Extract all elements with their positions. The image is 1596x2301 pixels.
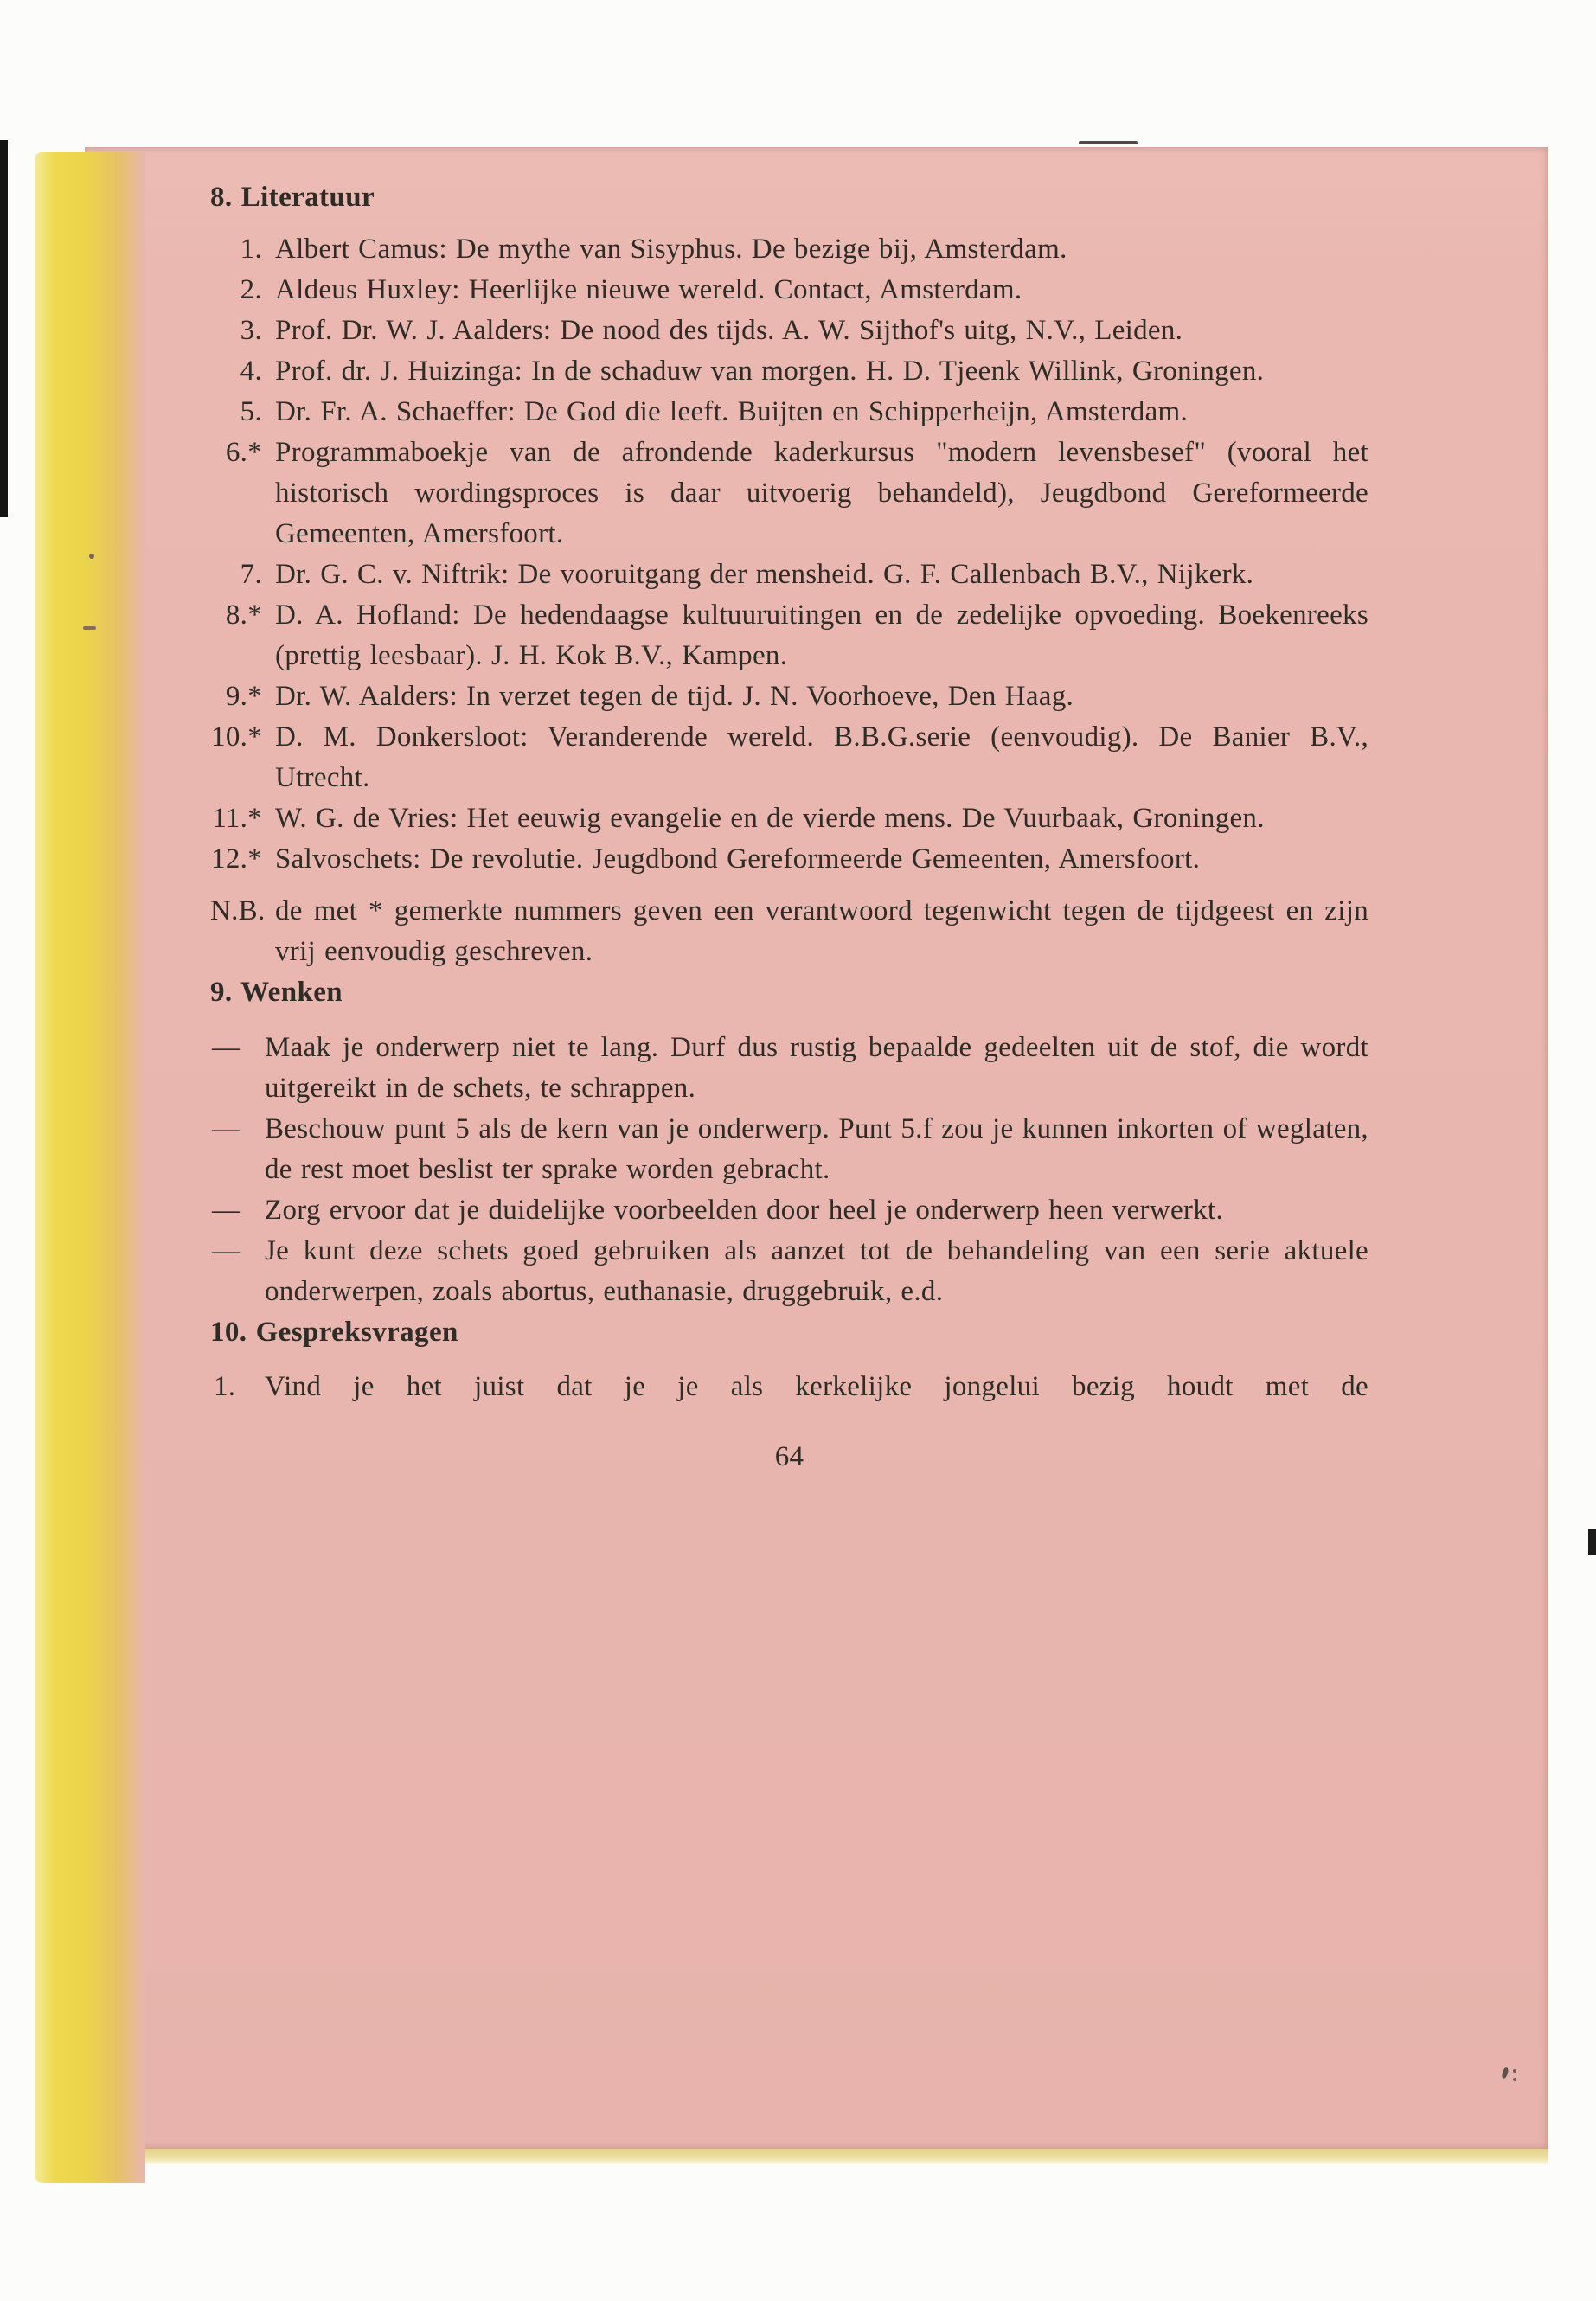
section-heading-literatuur: 8. Literatuur bbox=[210, 182, 375, 213]
dash-bullet: — bbox=[212, 1032, 241, 1063]
list-item bbox=[210, 433, 1368, 554]
list-item bbox=[210, 676, 1368, 717]
list-item-number: 10.* bbox=[211, 721, 262, 753]
list-item bbox=[210, 1231, 1368, 1312]
list-item-number: 11.* bbox=[212, 803, 262, 834]
list-item-number: 5. bbox=[240, 396, 262, 427]
list-item-number: 2. bbox=[240, 274, 262, 305]
dash-bullet: — bbox=[212, 1195, 241, 1226]
dash-bullet: — bbox=[212, 1235, 241, 1266]
wenken-list bbox=[210, 1028, 1368, 1312]
scan-binding-mark bbox=[0, 140, 8, 517]
list-item bbox=[210, 798, 1368, 839]
dash-bullet: — bbox=[212, 1113, 241, 1144]
list-item bbox=[210, 1190, 1368, 1231]
page-number: 64 bbox=[774, 1441, 804, 1472]
list-item bbox=[210, 229, 1368, 270]
literatuur-list bbox=[210, 229, 1368, 880]
list-item-text: W. G. de Vries: Het eeuwig evangelie en de vierde mens. De Vuurbaak, Groningen. bbox=[275, 803, 1265, 834]
scan-speck bbox=[89, 554, 94, 559]
list-item-number: 6.* bbox=[225, 437, 262, 468]
list-item bbox=[210, 392, 1368, 433]
nota-bene bbox=[210, 891, 1368, 972]
list-item-number: 8.* bbox=[225, 599, 262, 631]
list-item bbox=[210, 1028, 1368, 1109]
list-item bbox=[210, 554, 1368, 595]
list-item-text: Salvoschets: De revolutie. Jeugdbond Gereformeerde Gemeenten, Amersfoort. bbox=[275, 843, 1201, 875]
list-item bbox=[210, 351, 1368, 392]
list-item bbox=[210, 717, 1368, 798]
list-item-text: Je kunt deze schets goed gebruiken als aanzet tot de behandeling van een serie aktuele onderwerpen, zoals abortus, euthanasie, druggebruik, e.d. bbox=[265, 1235, 1368, 1307]
list-item-text: Zorg ervoor dat je duidelijke voorbeelden door heel je onderwerp heen verwerkt. bbox=[265, 1195, 1224, 1226]
list-item-text: Vind je het juist dat je je als kerkelijke jongelui bezig houdt met de bbox=[265, 1371, 1368, 1402]
list-item-number: 1. bbox=[214, 1371, 236, 1402]
list-item bbox=[210, 1367, 1368, 1407]
list-item-number: 7. bbox=[240, 559, 262, 590]
list-item-text: Beschouw punt 5 als de kern van je onderwerp. Punt 5.f zou je kunnen inkorten of weglaten, de rest moet beslist ter sprake worden gebracht. bbox=[265, 1113, 1368, 1185]
list-item bbox=[210, 595, 1368, 676]
list-item bbox=[210, 839, 1368, 880]
scan-top-edge-line bbox=[1079, 141, 1138, 144]
list-item-number: 3. bbox=[240, 315, 262, 346]
scan-speck bbox=[83, 626, 96, 630]
list-item-text: Dr. Fr. A. Schaeffer: De God die leeft. Buijten en Schipperheijn, Amsterdam. bbox=[275, 396, 1189, 427]
list-item-number: 4. bbox=[240, 356, 262, 387]
list-item-text: Dr. G. C. v. Niftrik: De vooruitgang der mensheid. G. F. Callenbach B.V., Nijkerk. bbox=[275, 559, 1254, 590]
section-heading-wenken: 9. Wenken bbox=[210, 977, 343, 1008]
section-heading-gespreksvragen: 10. Gespreksvragen bbox=[210, 1317, 458, 1348]
list-item-text: Programmaboekje van de afrondende kaderkursus "modern levensbesef" (vooral het historisch wordingsproces is daar uitvoerig behandeld), Jeugdbond Gereformeerde Gemeenten, Amersfoort. bbox=[275, 437, 1368, 549]
list-item-text: Prof. dr. J. Huizinga: In de schaduw van morgen. H. D. Tjeenk Willink, Groningen. bbox=[275, 356, 1265, 387]
list-item bbox=[210, 270, 1368, 311]
list-item bbox=[210, 311, 1368, 351]
scan-speck bbox=[1513, 2078, 1516, 2081]
list-item-text: D. A. Hofland: De hedendaagse kultuuruitingen en de zedelijke opvoeding. Boekenreeks (prettig leesbaar). J. H. Kok B.V., Kampen. bbox=[275, 599, 1368, 671]
list-item-text: Albert Camus: De mythe van Sisyphus. De bezige bij, Amsterdam. bbox=[275, 234, 1067, 265]
list-item-text: Maak je onderwerp niet te lang. Durf dus rustig bepaalde gedeelten uit de stof, die wordt uitgereikt in de schets, te schrappen. bbox=[265, 1032, 1368, 1104]
nota-bene-text: de met * gemerkte nummers geven een verantwoord tegenwicht tegen de tijdgeest en zijn vrij eenvoudig geschreven. bbox=[275, 895, 1368, 967]
list-item bbox=[210, 1109, 1368, 1190]
list-item-text: Aldeus Huxley: Heerlijke nieuwe wereld. Contact, Amsterdam. bbox=[275, 274, 1022, 305]
page-content bbox=[210, 177, 1368, 1477]
nota-bene-label: N.B. bbox=[210, 895, 266, 926]
list-item-text: D. M. Donkersloot: Veranderende wereld. B.B.G.serie (eenvoudig). De Banier B.V., Utrecht. bbox=[275, 721, 1368, 793]
list-item-text: Prof. Dr. W. J. Aalders: De nood des tijds. A. W. Sijthof's uitg, N.V., Leiden. bbox=[275, 315, 1183, 346]
scan-right-edge-mark bbox=[1588, 1529, 1596, 1555]
left-page-edges bbox=[35, 152, 145, 2183]
list-item-number: 9.* bbox=[225, 681, 262, 712]
list-item-number: 12.* bbox=[211, 843, 262, 875]
list-item-number: 1. bbox=[240, 234, 262, 265]
bottom-page-edges bbox=[104, 2149, 1548, 2164]
list-item-text: Dr. W. Aalders: In verzet tegen de tijd. J. N. Voorhoeve, Den Haag. bbox=[275, 681, 1074, 712]
